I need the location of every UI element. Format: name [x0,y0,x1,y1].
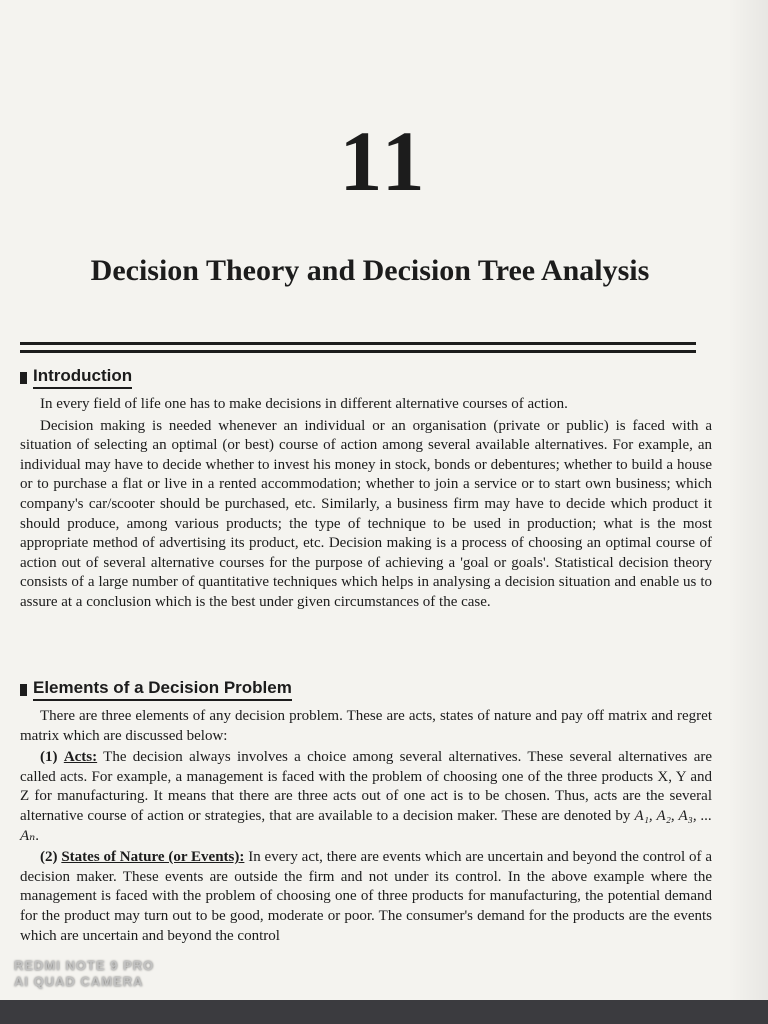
states-term: States of Nature (or Events): [61,849,245,866]
square-bullet-icon [20,372,27,384]
watermark-line-1: REDMI NOTE 9 PRO [14,958,155,973]
acts-number: (1) [40,749,58,766]
states-text: In every act, there are events which are uncertain and beyond the control of a decision maker. These events are outside the firm and not under its control. In the above example where the management is faced with the problem of choosing one of three products for manufacturing, the potential demand for the product may turn out to be good, moderate or poor. The consumer's demand for the products are the events which are uncertain and beyond the control [20,849,713,944]
elements-heading [20,678,712,701]
acts-text-end: . [35,827,39,844]
title-divider-top [20,342,696,345]
acts-math: A₁, A₂, A₃, ... Aₙ [20,807,713,844]
introduction-section [20,366,712,615]
elements-heading-text: Elements of a Decision Problem [33,678,292,701]
states-paragraph [20,848,712,946]
chapter-title: Decision Theory and Decision Tree Analysis [90,254,650,287]
chapter-number: 11 [339,113,429,209]
introduction-heading [20,366,712,389]
acts-text: The decision always involves a choice among several alternatives. These several alternatives are called acts. For example, a management is faced with the problem of choosing one of the three products X, Y and Z for manufacturing. It means that there are three acts out of one act is to be chosen. Thus, acts are the several alternative course of action or strategies, that are available to a decision maker. These are denoted by [20,749,713,824]
introduction-paragraph-1: In every field of life one has to make decisions in different alternative courses of action. [40,396,568,412]
camera-watermark [14,958,154,990]
title-divider-bottom [20,350,696,353]
introduction-paragraph-2: Decision making is needed whenever an individual or an organisation (private or public) is faced with a situation of selecting an optimal (or best) course of action among several available alternatives. For example, an individual may have to decide whether to invest his money in stock, bonds or debentures; whether to build a house or to purchase a flat or live in a rented accommodation; whether to join a service or to start own business; which company's car/scooter should be purchased, etc. Similarly, a business firm may have to decide which product it should produce, among various products; the type of technique to be used in production; what is the most appropriate method of advertising its product, etc. Decision making is a process of choosing an optimal course of action out of several alternative courses for the purpose of achieving a 'goal or goals'. Statistical decision theory consists of a large number of quantitative techniques which helps in analysing a decision situation and enable us to assure at a conclusion which is the best under given circumstances of the case. [20,417,712,610]
elements-section [20,678,712,948]
watermark-line-2: AI QUAD CAMERA [14,974,144,989]
acts-term: Acts: [63,749,98,766]
elements-intro-paragraph: There are three elements of any decision problem. These are acts, states of nature and pay off matrix and regret matrix which are discussed below: [20,708,712,744]
square-bullet-icon [20,684,27,696]
introduction-heading-text: Introduction [33,366,132,389]
acts-paragraph [20,748,712,846]
states-number: (2) [40,849,58,866]
